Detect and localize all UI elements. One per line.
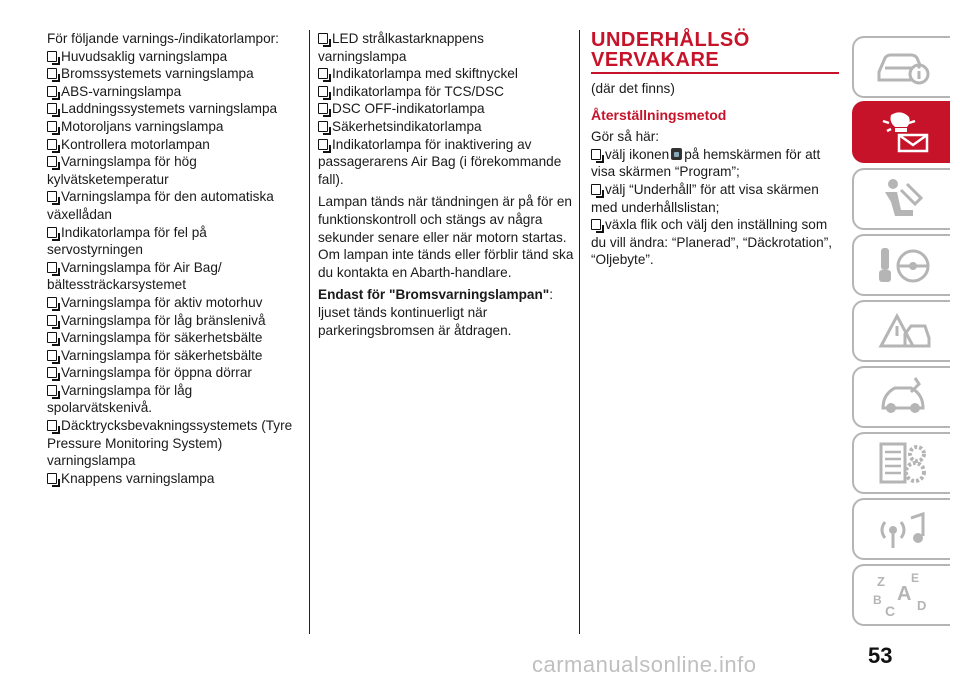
brake-warning-label: Endast för "Bromsvarningslampan" — [318, 287, 550, 303]
list-item-text: Indikatorlampa för TCS/DSC — [332, 83, 504, 99]
tab-maintenance[interactable] — [852, 366, 950, 428]
svg-text:A: A — [897, 583, 912, 605]
list-item — [47, 382, 301, 417]
bullet-icon — [591, 149, 601, 160]
tab-index[interactable] — [852, 564, 950, 626]
column-divider — [309, 30, 310, 634]
column-maintenance — [591, 30, 839, 269]
bullet-icon — [47, 385, 57, 396]
list-item — [47, 188, 301, 223]
tab-safety[interactable] — [852, 168, 950, 230]
list-item-text: Indikatorlampa för inaktivering av passagerarens Air Bag (i förekommande fall). — [318, 136, 562, 187]
reset-method-heading: Återställningsmetod — [591, 106, 727, 123]
list-item-text: Varningslampa för säkerhetsbälte — [61, 330, 263, 346]
bullet-icon — [47, 191, 57, 202]
bullet-icon — [47, 315, 57, 326]
bullet-icon — [47, 68, 57, 79]
list-item — [318, 65, 576, 83]
svg-text:Z: Z — [877, 574, 885, 589]
list-item-text: DSC OFF-indikatorlampa — [332, 101, 485, 117]
warning-lamp-list — [47, 48, 301, 488]
technical-data-icon — [871, 440, 933, 486]
bullet-icon — [318, 33, 328, 44]
car-info-icon — [871, 46, 933, 88]
bullet-icon — [47, 156, 57, 167]
column-divider — [579, 30, 580, 634]
column-warning-list — [47, 30, 301, 487]
list-item — [47, 118, 301, 136]
list-item — [47, 100, 301, 118]
bullet-icon — [591, 219, 601, 230]
bullet-icon — [318, 68, 328, 79]
list-item — [318, 136, 576, 189]
starting-driving-icon — [871, 242, 933, 288]
list-item — [318, 30, 576, 65]
chapter-tabs — [852, 0, 960, 678]
step-item — [591, 146, 839, 181]
list-item-text: Kontrollera motorlampan — [61, 136, 210, 152]
list-item-text: ABS-varningslampa — [61, 83, 182, 99]
step-item — [591, 216, 839, 269]
paragraph-brake-warning — [318, 286, 576, 339]
bullet-icon — [47, 420, 57, 431]
section-heading-line2: VERVAKARE — [591, 49, 720, 71]
list-item-text: Huvudsaklig varningslampa — [61, 48, 228, 64]
step3-text: växla flik och välj den inställning som du vill ändra: “Planerad”, “Däckrotation”, “Oljebyte”. — [591, 217, 833, 268]
svg-text:D: D — [917, 598, 927, 613]
list-item-text: Knappens varningslampa — [61, 470, 215, 486]
list-item — [47, 259, 301, 294]
list-item-text: LED strålkastarknappens varningslampa — [318, 31, 484, 64]
list-item-text: Varningslampa för låg bränslenivå — [61, 312, 266, 328]
bullet-icon — [318, 121, 328, 132]
list-item-text: Däcktrycksbevakningssystemets (Tyre Pressure Monitoring System) varningslampa — [47, 418, 293, 469]
list-item — [318, 100, 576, 118]
heading-rule — [591, 72, 839, 74]
list-item-text: Bromssystemets varningslampa — [61, 66, 254, 82]
section-subtitle: (där det finns) — [591, 81, 675, 96]
bullet-icon — [47, 103, 57, 114]
step2-text: välj “Underhåll” för att visa skärmen med underhållslistan; — [591, 181, 819, 215]
list-item — [47, 417, 301, 470]
bullet-icon — [318, 86, 328, 97]
bullet-icon — [318, 103, 328, 114]
list-item — [47, 65, 301, 83]
indicator-list — [318, 30, 576, 188]
list-item-text: Varningslampa för hög kylvätsketemperatur — [47, 154, 197, 187]
list-item-text: Varningslampa för låg spolarvätskenivå. — [47, 382, 193, 416]
list-item — [47, 364, 301, 382]
bullet-icon — [47, 473, 57, 484]
list-item — [47, 136, 301, 154]
list-item-text: Indikatorlampa för fel på servostyrningen — [47, 224, 207, 258]
bullet-icon — [47, 139, 57, 150]
brake-warning-text: : ljuset tänds kontinuerligt när parkeringsbromsen är åtdragen. — [318, 287, 553, 338]
svg-text:C: C — [885, 603, 896, 619]
list-item-text: Laddningssystemets varningslampa — [61, 101, 278, 117]
multimedia-icon — [871, 506, 933, 552]
bullet-icon — [47, 51, 57, 62]
step1-before: välj ikonen — [605, 146, 670, 162]
emergency-icon — [871, 308, 933, 354]
tab-car-info[interactable] — [852, 36, 950, 98]
list-item — [47, 312, 301, 330]
safety-icon — [871, 176, 933, 222]
maintenance-icon — [871, 374, 933, 420]
list-item — [47, 153, 301, 188]
bullet-icon — [47, 121, 57, 132]
step1-after: på hemskärmen för att visa skärmen “Program”; — [591, 146, 821, 180]
section-heading — [591, 30, 839, 70]
list-item-text: Varningslampa för den automatiska växellådan — [47, 189, 274, 222]
apps-icon — [671, 148, 682, 160]
list-item — [47, 48, 301, 66]
paragraph-lamp-check: Lampan tänds när tändningen är på för en funktionskontroll och stängs av några sekunder senare eller när motorn startas. Om lampan inte tänds eller förblir tänd ska du kontakta en Abarth-handlare. — [318, 194, 574, 280]
list-item-text: Motoroljans varningslampa — [61, 118, 224, 134]
list-item — [47, 224, 301, 259]
bullet-icon — [47, 262, 57, 273]
tab-technical-data[interactable] — [852, 432, 950, 494]
bullet-icon — [47, 297, 57, 308]
list-item-text: Indikatorlampa med skiftnyckel — [332, 66, 518, 82]
bullet-icon — [47, 367, 57, 378]
warning-lights-icon — [871, 109, 933, 155]
tab-emergency[interactable] — [852, 300, 950, 362]
list-item-text: Varningslampa för aktiv motorhuv — [61, 294, 263, 310]
section-heading-line1: UNDERHÅLLSÖ — [591, 29, 750, 51]
bullet-icon — [591, 184, 601, 195]
watermark: carmanualsonline.info — [532, 652, 757, 677]
list-item-text: Varningslampa för Air Bag/ bältessträckarsystemet — [47, 259, 222, 293]
bullet-icon — [47, 332, 57, 343]
list-item — [47, 470, 301, 488]
list-item — [47, 329, 301, 347]
step-item — [591, 181, 839, 216]
tab-starting-driving[interactable] — [852, 234, 950, 296]
tab-warning-lights[interactable] — [852, 101, 950, 163]
list-item — [318, 118, 576, 136]
svg-text:E: E — [911, 571, 920, 585]
list-item-text: Säkerhetsindikatorlampa — [332, 118, 482, 134]
index-icon — [871, 570, 933, 620]
list-item — [47, 294, 301, 312]
list-item — [318, 83, 576, 101]
svg-text:B: B — [873, 593, 882, 607]
steps-intro: Gör så här: — [591, 129, 659, 145]
list-item — [47, 347, 301, 365]
page-number: 53 — [868, 643, 893, 668]
bullet-icon — [47, 227, 57, 238]
bullet-icon — [318, 139, 328, 150]
bullet-icon — [47, 86, 57, 97]
column-indicators — [318, 30, 576, 339]
list-item-text: Varningslampa för öppna dörrar — [61, 365, 252, 381]
list-item — [47, 83, 301, 101]
tab-multimedia[interactable] — [852, 498, 950, 560]
bullet-icon — [47, 350, 57, 361]
list-item-text: Varningslampa för säkerhetsbälte — [61, 347, 263, 363]
intro-text: För följande varnings-/indikatorlampor: — [47, 31, 279, 46]
